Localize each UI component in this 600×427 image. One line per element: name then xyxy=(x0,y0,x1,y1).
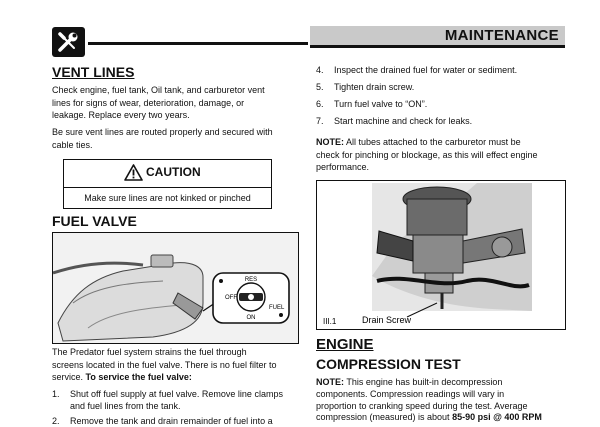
caution-message: Make sure lines are not kinked or pinched xyxy=(84,193,251,203)
text-line: Shut off fuel supply at fuel valve. Remove line clamps xyxy=(70,389,283,399)
header-rule xyxy=(88,42,308,45)
wrench-screwdriver-icon xyxy=(52,27,85,57)
fuel-valve-step-2 xyxy=(52,415,298,427)
carburetor-photo xyxy=(317,181,565,329)
compression-test-heading: COMPRESSION TEST xyxy=(316,356,461,372)
note-label: NOTE: xyxy=(316,137,344,147)
text-line xyxy=(316,136,566,149)
list-item xyxy=(316,64,566,81)
list-item xyxy=(316,81,566,98)
text-line: Check engine, fuel tank, Oil tank, and carburetor vent xyxy=(52,85,265,95)
text-fragment: compression (measured) is about xyxy=(316,412,453,423)
step-number: 7. xyxy=(316,116,324,126)
figure-label: III.1 xyxy=(323,317,337,326)
carburetor-figure xyxy=(316,180,566,330)
text-line: components. Compression readings will vary in xyxy=(316,388,505,399)
step-number: 2. xyxy=(52,416,60,426)
caution-header xyxy=(64,160,271,188)
drain-screw-callout: Drain Screw xyxy=(362,315,412,325)
fuel-valve-step-1 xyxy=(52,388,298,412)
warning-triangle-icon xyxy=(124,164,143,181)
step-text: Start machine and check for leaks. xyxy=(334,116,473,126)
text-fragment: All tubes attached to the carburetor must be xyxy=(344,137,521,147)
step-number: 1. xyxy=(52,389,60,399)
text-line: proportion to cranking speed during the test. Average xyxy=(316,400,528,411)
text-line xyxy=(316,377,568,389)
step-number: 4. xyxy=(316,65,324,75)
maintenance-logo xyxy=(52,27,85,57)
step-number: 6. xyxy=(316,99,324,109)
engine-heading: ENGINE xyxy=(316,336,374,353)
text-line: check for pinching or blockage, as this will effect engine xyxy=(316,149,538,160)
step-number: 5. xyxy=(316,82,324,92)
text-line: and fuel lines from the tank. xyxy=(70,401,181,411)
text-line xyxy=(316,412,568,424)
fuel-valve-paragraph xyxy=(52,346,298,384)
service-instruction-lead: To service the fuel valve: xyxy=(85,372,192,382)
valve-label-fuel: FUEL xyxy=(269,305,285,311)
compression-note xyxy=(316,377,568,424)
text-line: The Predator fuel system strains the fuel through xyxy=(52,347,247,357)
text-line: cable ties. xyxy=(52,139,93,150)
section-title: MAINTENANCE xyxy=(444,27,559,44)
note-label: NOTE: xyxy=(316,377,344,387)
step-text: Tighten drain screw. xyxy=(334,82,415,92)
text-fragment: service. xyxy=(52,372,84,382)
carburetor-note xyxy=(316,136,566,174)
valve-label-res: RES xyxy=(244,277,258,283)
step-text: Turn fuel valve to “ON”. xyxy=(334,99,428,109)
text-line: Be sure vent lines are routed properly and secured with xyxy=(52,127,273,137)
steps-list-right xyxy=(316,64,566,132)
step-text: Inspect the drained fuel for water or sediment. xyxy=(334,65,518,75)
fuel-valve-figure xyxy=(52,232,299,344)
text-fragment: This engine has built-in decompression xyxy=(344,377,503,387)
fuel-valve-heading: FUEL VALVE xyxy=(52,213,137,229)
list-item xyxy=(316,98,566,115)
text-line xyxy=(52,371,298,384)
text-line: leakage. Replace every two years. xyxy=(52,110,190,120)
vent-lines-paragraph-1 xyxy=(52,84,298,122)
vent-lines-heading: VENT LINES xyxy=(52,64,135,80)
compression-value: 85-90 psi @ 400 RPM xyxy=(452,412,542,423)
fuel-valve-illustration xyxy=(53,233,298,343)
vent-lines-paragraph-2 xyxy=(52,126,298,151)
list-item xyxy=(316,115,566,132)
text-line: screens located in the fuel valve. There is no fuel filter to xyxy=(52,359,277,370)
text-line: Remove the tank and drain remainder of fuel into a xyxy=(70,416,273,426)
text-line: performance. xyxy=(316,162,370,172)
valve-label-off: OFF xyxy=(225,295,237,301)
valve-label-on: ON xyxy=(246,315,256,321)
header-bar xyxy=(310,26,565,48)
text-line: lines for signs of wear, deterioration, damage, or xyxy=(52,97,245,108)
caution-label: CAUTION xyxy=(146,165,201,179)
caution-box xyxy=(63,159,272,209)
